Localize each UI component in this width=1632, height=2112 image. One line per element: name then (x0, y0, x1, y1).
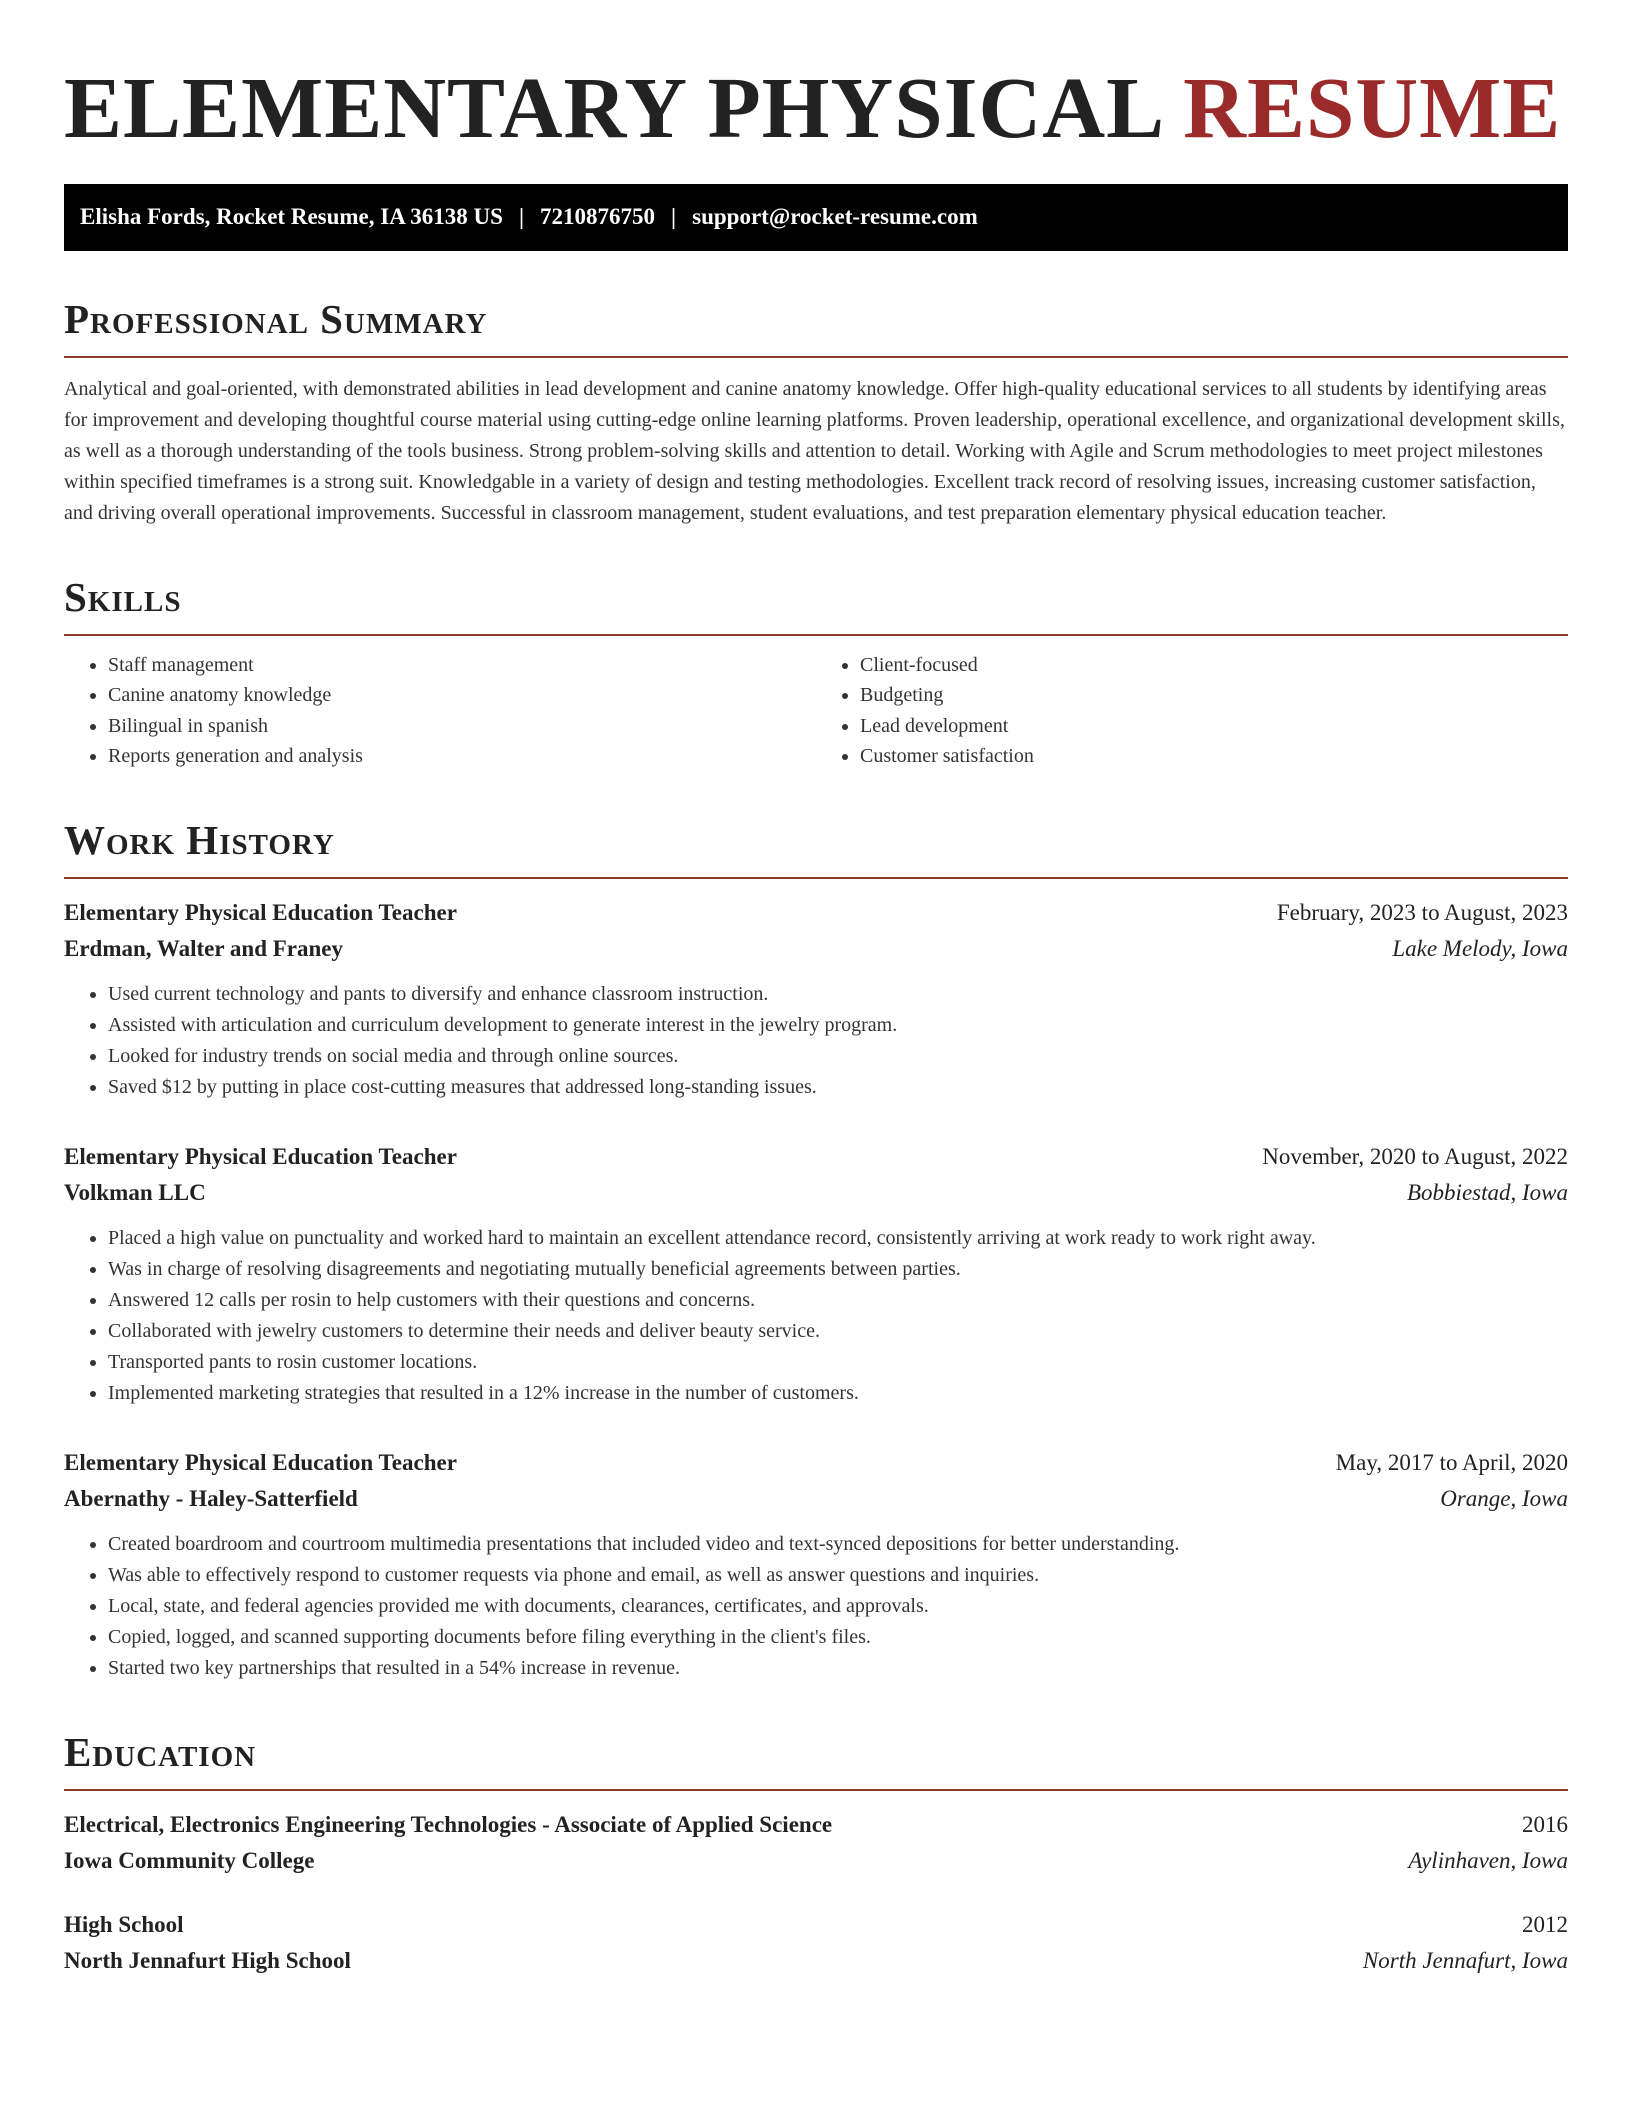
education-degree: Electrical, Electronics Engineering Technologies - Associate of Applied Science (64, 1812, 833, 1838)
job-title: Elementary Physical Education Teacher (64, 1449, 457, 1475)
job-bullet: • Started two key partnerships that resulted in a 54% increase in revenue. (108, 1653, 1568, 1684)
job-entry (64, 1445, 1568, 1684)
education-year: 2012 (1522, 1912, 1568, 1938)
education-section (64, 1730, 1568, 1979)
job-bullet: • Looked for industry trends on social media and through online sources. (108, 1041, 1568, 1072)
education-school: Iowa Community College (64, 1848, 315, 1874)
job-company-row (64, 931, 1568, 967)
job-header-row (64, 1445, 1568, 1481)
skill-item: • Staff management (108, 650, 816, 681)
job-company: Abernathy - Haley-Satterfield (64, 1485, 358, 1511)
job-bullet: • Was able to effectively respond to customer requests via phone and email, as well as answer questions and inquiries. (108, 1560, 1568, 1591)
contact-separator: | (671, 204, 677, 230)
contact-address: Elisha Fords, Rocket Resume, IA 36138 US (80, 204, 503, 230)
summary-text: Analytical and goal-oriented, with demonstrated abilities in lead development and canine anatomy knowledge. Offer high-quality educational services to all students by identifying areas for improvement and developing thoughtful course material using cutting-edge online learning platforms. Proven leadership, operational excellence, and organizational development skills, as well as a thorough understanding of the tools business. Strong problem-solving skills and attention to detail. Working with Agile and Scrum methodologies to meet project milestones within specified timeframes is a strong suit. Knowledgable in a variety of design and testing methodologies. Excellent track record of resolving issues, increasing customer satisfaction, and driving overall operational improvements. Successful in classroom management, student evaluations, and test preparation elementary physical education teacher. (64, 377, 1565, 524)
education-year: 2016 (1522, 1812, 1568, 1838)
job-bullet: • Saved $12 by putting in place cost-cutting measures that addressed long-standing issues. (108, 1072, 1568, 1103)
job-title: Elementary Physical Education Teacher (64, 899, 457, 925)
job-bullet: • Placed a high value on punctuality and worked hard to maintain an excellent attendance record, consistently arriving at work ready to work right away. (108, 1223, 1568, 1254)
job-entry (64, 895, 1568, 1103)
job-bullet: • Answered 12 calls per rosin to help customers with their questions and concerns. (108, 1285, 1568, 1316)
skill-item: • Customer satisfaction (860, 741, 1568, 772)
job-bullet: • Was in charge of resolving disagreements and negotiating mutually beneficial agreements between parties. (108, 1254, 1568, 1285)
job-title: Elementary Physical Education Teacher (64, 1143, 457, 1169)
contact-email[interactable]: support@rocket-resume.com (692, 204, 978, 230)
job-header-row (64, 895, 1568, 931)
job-company-row (64, 1481, 1568, 1517)
work-section (64, 818, 1568, 1684)
skills-heading: Skills (64, 575, 1568, 636)
skill-item: • Reports generation and analysis (108, 741, 816, 772)
education-school: North Jennafurt High School (64, 1948, 351, 1974)
summary-section (64, 297, 1568, 529)
job-company-row (64, 1175, 1568, 1211)
education-entry (64, 1807, 1568, 1879)
job-bullets (64, 979, 1568, 1103)
job-bullet: • Assisted with articulation and curriculum development to generate interest in the jewelry program. (108, 1010, 1568, 1041)
education-location: Aylinhaven, Iowa (1408, 1848, 1568, 1874)
job-dates: May, 2017 to April, 2020 (1335, 1449, 1568, 1475)
skills-column-left (64, 650, 816, 772)
job-company: Erdman, Walter and Franey (64, 935, 343, 961)
job-bullet: • Copied, logged, and scanned supporting documents before filing everything in the client's files. (108, 1622, 1568, 1653)
education-location: North Jennafurt, Iowa (1362, 1948, 1568, 1974)
summary-heading: Professional Summary (64, 297, 1568, 358)
skills-section (64, 575, 1568, 772)
job-bullets (64, 1529, 1568, 1684)
title-accent: RESUME (1183, 59, 1562, 156)
job-entry (64, 1139, 1568, 1409)
job-bullet: • Collaborated with jewelry customers to determine their needs and deliver beauty service. (108, 1316, 1568, 1347)
education-school-row (64, 1943, 1568, 1979)
skill-item: • Budgeting (860, 680, 1568, 711)
title-main: ELEMENTARY PHYSICAL (64, 59, 1161, 156)
skill-item: • Client-focused (860, 650, 1568, 681)
education-entry (64, 1907, 1568, 1979)
contact-separator: | (518, 204, 525, 230)
skill-item: • Bilingual in spanish (108, 711, 816, 742)
education-school-row (64, 1843, 1568, 1879)
job-bullets (64, 1223, 1568, 1409)
job-location: Orange, Iowa (1440, 1485, 1568, 1511)
job-location: Bobbiestad, Iowa (1407, 1179, 1568, 1205)
education-degree-row (64, 1907, 1568, 1943)
skill-item: • Lead development (860, 711, 1568, 742)
contact-bar (64, 184, 1568, 251)
education-degree: High School (64, 1912, 184, 1938)
resume-title (64, 60, 1568, 156)
job-bullet: • Local, state, and federal agencies provided me with documents, clearances, certificates, and approvals. (108, 1591, 1568, 1622)
job-header-row (64, 1139, 1568, 1175)
skill-item: • Canine anatomy knowledge (108, 680, 816, 711)
job-bullet: • Transported pants to rosin customer locations. (108, 1347, 1568, 1378)
job-company: Volkman LLC (64, 1179, 206, 1205)
contact-phone: 7210876750 (540, 204, 656, 230)
job-dates: November, 2020 to August, 2022 (1262, 1143, 1568, 1169)
skills-column-right (816, 650, 1568, 772)
job-dates: February, 2023 to August, 2023 (1276, 899, 1568, 925)
job-bullet: • Implemented marketing strategies that resulted in a 12% increase in the number of customers. (108, 1378, 1568, 1409)
work-heading: Work History (64, 818, 1568, 879)
education-degree-row (64, 1807, 1568, 1843)
job-bullet: • Created boardroom and courtroom multimedia presentations that included video and text-synced depositions for better understanding. (108, 1529, 1568, 1560)
job-bullet: • Used current technology and pants to diversify and enhance classroom instruction. (108, 979, 1568, 1010)
skills-list (64, 650, 1568, 772)
job-location: Lake Melody, Iowa (1392, 935, 1568, 961)
education-heading: Education (64, 1730, 1568, 1791)
